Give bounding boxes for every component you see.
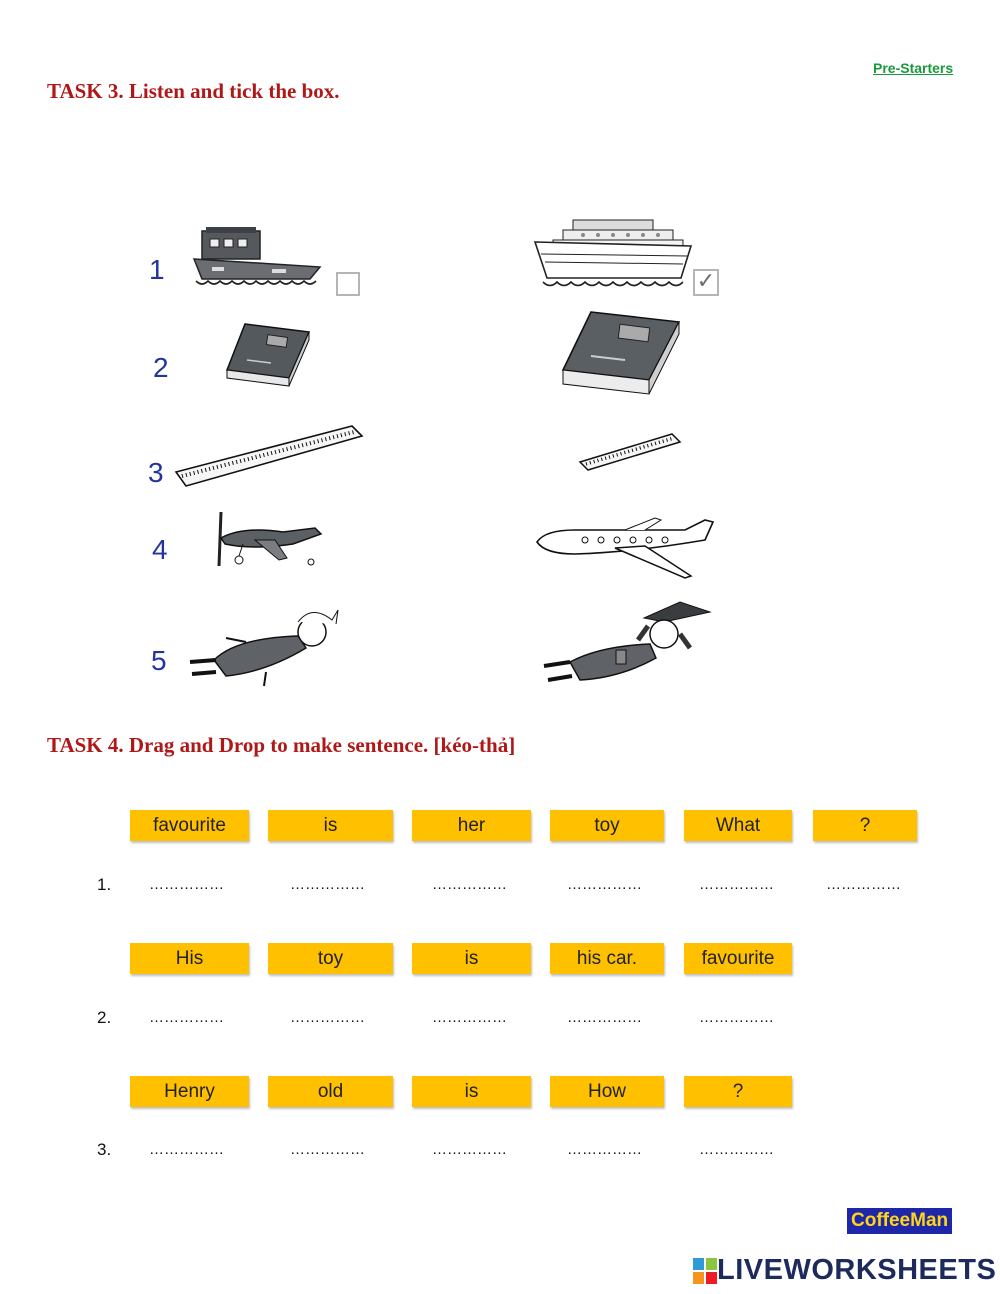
author-badge: CoffeeMan bbox=[847, 1208, 952, 1234]
witch-doll-icon bbox=[540, 600, 712, 688]
task3-title: TASK 3. Listen and tick the box. bbox=[47, 79, 340, 103]
drop-slot[interactable]: …………… bbox=[567, 876, 642, 893]
word-tile[interactable]: is bbox=[412, 943, 531, 974]
drop-slot[interactable]: …………… bbox=[699, 1009, 774, 1026]
drop-slot[interactable]: …………… bbox=[149, 1009, 224, 1026]
word-tile[interactable]: ? bbox=[684, 1076, 792, 1107]
small-boat-icon bbox=[192, 227, 327, 289]
pre-starters-link[interactable]: Pre-Starters bbox=[873, 60, 954, 76]
item-number-5: 5 bbox=[151, 645, 167, 676]
item-number-2: 2 bbox=[153, 352, 169, 383]
word-tile[interactable]: old bbox=[268, 1076, 393, 1107]
drop-slot[interactable]: …………… bbox=[149, 876, 224, 893]
drop-slot[interactable]: …………… bbox=[290, 1009, 365, 1026]
task4-title: TASK 4. Drag and Drop to make sentence. [kéo-thả] bbox=[47, 733, 516, 757]
word-tile[interactable]: his car. bbox=[550, 943, 664, 974]
item-number-4: 4 bbox=[152, 534, 168, 565]
drop-slot[interactable]: …………… bbox=[699, 1141, 774, 1158]
drop-slot[interactable]: …………… bbox=[699, 876, 774, 893]
liveworksheets-logo bbox=[693, 1254, 996, 1287]
drop-slot[interactable]: …………… bbox=[432, 876, 507, 893]
tick-box-1-left[interactable] bbox=[336, 272, 360, 296]
long-ruler-icon bbox=[174, 424, 364, 490]
sentence-number-1: 1. bbox=[97, 875, 112, 894]
word-tile[interactable]: Henry bbox=[130, 1076, 249, 1107]
short-ruler-icon bbox=[578, 432, 682, 472]
tick-box-1-right[interactable]: ✓ bbox=[693, 269, 719, 296]
jet-plane-icon bbox=[535, 516, 717, 580]
drop-slot[interactable]: …………… bbox=[567, 1141, 642, 1158]
princess-doll-icon bbox=[186, 602, 342, 688]
big-ship-icon bbox=[533, 212, 693, 292]
sentence-number-3: 3. bbox=[97, 1140, 112, 1159]
word-tile[interactable]: is bbox=[268, 810, 393, 841]
drop-slot[interactable]: …………… bbox=[432, 1141, 507, 1158]
drop-slot[interactable]: …………… bbox=[290, 876, 365, 893]
word-tile[interactable]: toy bbox=[268, 943, 393, 974]
drop-slot[interactable]: …………… bbox=[149, 1141, 224, 1158]
liveworksheets-logo-text: LIVEWORKSHEETS bbox=[717, 1254, 997, 1286]
word-tile[interactable]: His bbox=[130, 943, 249, 974]
word-tile[interactable]: toy bbox=[550, 810, 664, 841]
propeller-plane-icon bbox=[213, 510, 325, 568]
sentence-number-2: 2. bbox=[97, 1008, 112, 1027]
word-tile[interactable]: favourite bbox=[130, 810, 249, 841]
small-book-icon bbox=[225, 322, 312, 389]
drop-slot[interactable]: …………… bbox=[567, 1009, 642, 1026]
drop-slot[interactable]: …………… bbox=[432, 1009, 507, 1026]
drop-slot[interactable]: …………… bbox=[826, 876, 901, 893]
liveworksheets-logo-icon bbox=[693, 1258, 717, 1284]
word-tile[interactable]: favourite bbox=[684, 943, 792, 974]
item-number-1: 1 bbox=[149, 254, 165, 285]
word-tile[interactable]: How bbox=[550, 1076, 664, 1107]
word-tile[interactable]: ? bbox=[813, 810, 917, 841]
word-tile[interactable]: is bbox=[412, 1076, 531, 1107]
drop-slot[interactable]: …………… bbox=[290, 1141, 365, 1158]
word-tile[interactable]: What bbox=[684, 810, 792, 841]
word-tile[interactable]: her bbox=[412, 810, 531, 841]
item-number-3: 3 bbox=[148, 457, 164, 488]
big-book-icon bbox=[561, 310, 681, 398]
